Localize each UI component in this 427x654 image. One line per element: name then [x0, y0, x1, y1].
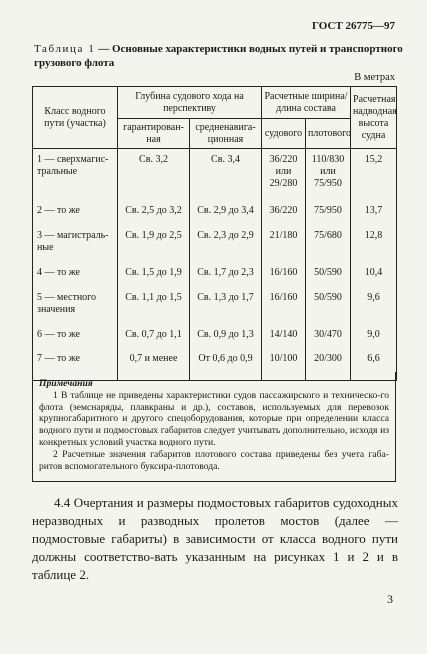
cell-average: Св. 1,3 до 1,7: [190, 287, 262, 325]
cell-ship: 21/180: [262, 225, 306, 263]
header-depth-group: Глубина судового хода на перспективу: [118, 87, 262, 119]
cell-class: 4 — то же: [33, 263, 118, 287]
cell-average: Св. 3,4: [190, 149, 262, 201]
cell-class: 2 — то же: [33, 201, 118, 225]
cell-ship: 36/220 или 29/280: [262, 149, 306, 201]
cell-height: 9,6: [351, 287, 397, 325]
cell-average: Св. 2,9 до 3,4: [190, 201, 262, 225]
cell-ship: 14/140: [262, 325, 306, 349]
cell-height: 10,4: [351, 263, 397, 287]
header-depth-guaranteed: гарантирован-ная: [118, 119, 190, 149]
cell-ship: 36/220: [262, 201, 306, 225]
header-height: Расчетная надводная высота судна: [351, 87, 397, 149]
table-dash: —: [95, 43, 112, 55]
cell-guaranteed: Св. 1,1 до 1,5: [118, 287, 190, 325]
cell-average: Св. 0,9 до 1,3: [190, 325, 262, 349]
cell-ship: 16/160: [262, 263, 306, 287]
header-class: Класс водного пути (участка): [33, 87, 118, 149]
cell-average: Св. 1,7 до 2,3: [190, 263, 262, 287]
cell-raft: 110/830 или 75/950: [306, 149, 351, 201]
note-item: 1 В таблице не приведены характеристики судов пассажирского и техническо-го флота (земснаряды, плавкраны и др.), составов, используемых для перевозок крупногабаритного и другого спецоборудования, которые при определении класса водного пути и подмостовых габаритов следует учитывать дополнительно, исходя из конкретных условий участка водного пути.: [39, 389, 389, 448]
cell-guaranteed: Св. 2,5 до 3,2: [118, 201, 190, 225]
cell-raft: 20/300: [306, 349, 351, 381]
units-label: В метрах: [354, 72, 395, 83]
standard-header: ГОСТ 26775—97: [312, 20, 395, 32]
cell-class: 1 — сверхмагис-тральные: [33, 149, 118, 201]
body-paragraph: [32, 494, 398, 584]
notes-title: Примечания: [39, 378, 93, 389]
table-label: Таблица 1: [34, 43, 96, 55]
cell-height: 15,2: [351, 149, 397, 201]
cell-class: 5 — местного значения: [33, 287, 118, 325]
cell-guaranteed: Св. 0,7 до 1,1: [118, 325, 190, 349]
table-row: [33, 263, 397, 287]
cell-raft: 75/950: [306, 201, 351, 225]
cell-class: 6 — то же: [33, 325, 118, 349]
cell-raft: 50/590: [306, 287, 351, 325]
header-depth-average: средненавига-ционная: [190, 119, 262, 149]
cell-average: От 0,6 до 0,9: [190, 349, 262, 381]
cell-height: 9,0: [351, 325, 397, 349]
cell-class: 3 — магистраль-ные: [33, 225, 118, 263]
header-width-raft: плотового: [306, 119, 351, 149]
cell-height: 13,7: [351, 201, 397, 225]
header-width-group: Расчетные ширина/длина состава: [262, 87, 351, 119]
cell-raft: 75/680: [306, 225, 351, 263]
cell-ship: 16/160: [262, 287, 306, 325]
header-width-ship: судового: [262, 119, 306, 149]
paragraph-text: 4.4 Очертания и размеры подмостовых габаритов судоходных неразводных и разводных пролетов мостов (далее — подмостовые габариты) в зависимости от класса водного пути должны соответство-вать указанным на рисунках 1 и 2 и в таблице 2.: [32, 495, 398, 582]
table-row: [33, 201, 397, 225]
cell-raft: 30/470: [306, 325, 351, 349]
notes-box: [32, 372, 396, 482]
table-row: [33, 149, 397, 201]
table-row: [33, 325, 397, 349]
note-item: 2 Расчетные значения габаритов плотового состава приведены без учета габа-ритов вспомогательного буксира-плотовода.: [39, 448, 389, 472]
cell-guaranteed: 0,7 и менее: [118, 349, 190, 381]
cell-class: 7 — то же: [33, 349, 118, 381]
page-number: 3: [387, 592, 393, 606]
cell-raft: 50/590: [306, 263, 351, 287]
cell-guaranteed: Св. 1,5 до 1,9: [118, 263, 190, 287]
table-row: [33, 287, 397, 325]
cell-ship: 10/100: [262, 349, 306, 381]
cell-height: 6,6: [351, 349, 397, 381]
cell-average: Св. 2,3 до 2,9: [190, 225, 262, 263]
table-title: [34, 42, 404, 70]
cell-guaranteed: Св. 3,2: [118, 149, 190, 201]
cell-guaranteed: Св. 1,9 до 2,5: [118, 225, 190, 263]
table-row: [33, 225, 397, 263]
characteristics-table: [32, 86, 397, 381]
table-caption: Основные характеристики водных путей и транспортного грузового флота: [34, 43, 403, 69]
cell-height: 12,8: [351, 225, 397, 263]
